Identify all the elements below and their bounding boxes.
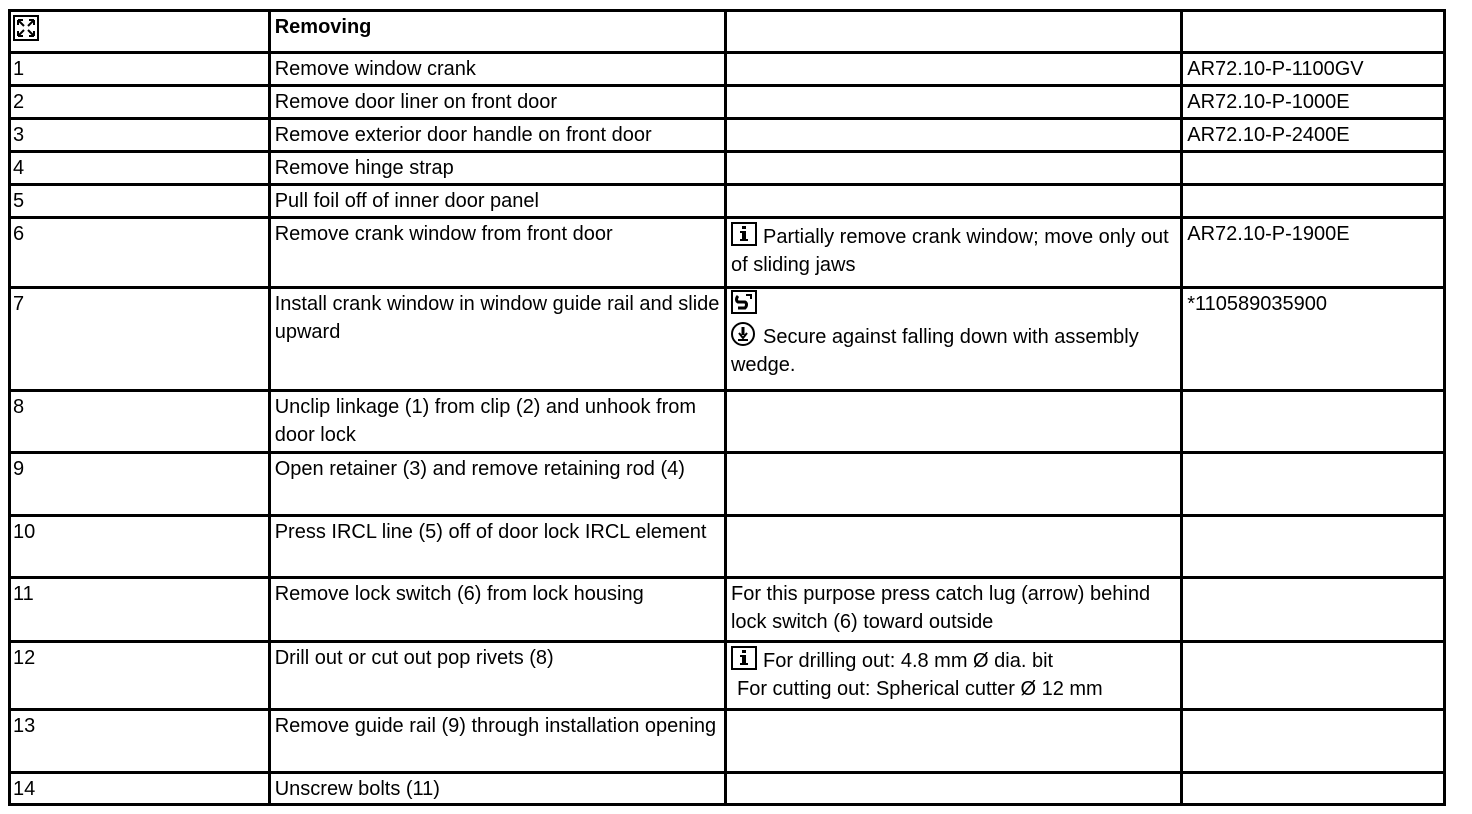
table-row — [10, 218, 1445, 288]
step-action: Remove crank window from front door — [269, 218, 725, 288]
step-number: 3 — [10, 119, 270, 152]
step-action: Open retainer (3) and remove retaining rod (4) — [269, 453, 725, 516]
step-number: 10 — [10, 516, 270, 578]
step-number: 6 — [10, 218, 270, 288]
step-note — [725, 86, 1181, 119]
step-reference-link[interactable]: *110589035900 — [1182, 288, 1445, 391]
info-icon — [731, 646, 757, 670]
step-reference — [1182, 453, 1445, 516]
header-note-cell — [725, 11, 1181, 53]
step-reference — [1182, 185, 1445, 218]
step-number: 12 — [10, 642, 270, 710]
step-note: Secure against falling down with assembly wedge. — [730, 326, 1139, 376]
step-note — [725, 710, 1181, 773]
step-action: Pull foil off of inner door panel — [269, 185, 725, 218]
step-reference — [1182, 516, 1445, 578]
step-reference — [1182, 391, 1445, 453]
step-note — [725, 185, 1181, 218]
step-note: Partially remove crank window; move only out of sliding jaws — [730, 226, 1169, 276]
step-number: 1 — [10, 53, 270, 86]
table-row — [10, 185, 1445, 218]
table-row — [10, 453, 1445, 516]
table-row — [10, 516, 1445, 578]
table-row — [10, 119, 1445, 152]
step-action: Unclip linkage (1) from clip (2) and unhook from door lock — [269, 391, 725, 453]
step-action: Remove door liner on front door — [269, 86, 725, 119]
table-row — [10, 86, 1445, 119]
step-note — [725, 516, 1181, 578]
step-note — [725, 53, 1181, 86]
step-reference — [1182, 642, 1445, 710]
step-note-cell — [725, 218, 1181, 288]
step-note — [725, 152, 1181, 185]
table-row — [10, 642, 1445, 710]
table-row — [10, 288, 1445, 391]
caution-icon — [731, 322, 755, 346]
step-number: 14 — [10, 773, 270, 805]
step-number: 5 — [10, 185, 270, 218]
step-action: Remove guide rail (9) through installation opening — [269, 710, 725, 773]
step-note-line: For drilling out: 4.8 mm Ø dia. bit — [762, 650, 1054, 672]
step-note — [725, 453, 1181, 516]
step-note — [725, 119, 1181, 152]
step-note-line: For cutting out: Spherical cutter Ø 12 mm — [736, 678, 1103, 700]
step-reference — [1182, 578, 1445, 642]
step-number: 8 — [10, 391, 270, 453]
step-note — [725, 391, 1181, 453]
table-row — [10, 152, 1445, 185]
step-reference — [1182, 152, 1445, 185]
table-row — [10, 391, 1445, 453]
step-number: 2 — [10, 86, 270, 119]
step-note-cell — [725, 288, 1181, 391]
expand-icon[interactable] — [13, 15, 39, 41]
table-row — [10, 578, 1445, 642]
header-title-cell — [269, 11, 725, 53]
step-reference-link[interactable]: AR72.10-P-2400E — [1182, 119, 1445, 152]
header-ref-cell — [1182, 11, 1445, 53]
step-reference-link[interactable]: AR72.10-P-1900E — [1182, 218, 1445, 288]
step-action: Drill out or cut out pop rivets (8) — [269, 642, 725, 710]
step-number: 4 — [10, 152, 270, 185]
step-action: Press IRCL line (5) off of door lock IRCL element — [269, 516, 725, 578]
table-row — [10, 773, 1445, 805]
step-number: 7 — [10, 288, 270, 391]
step-note — [725, 773, 1181, 805]
step-action: Install crank window in window guide rail and slide upward — [269, 288, 725, 391]
table-row — [10, 710, 1445, 773]
step-action: Unscrew bolts (11) — [269, 773, 725, 805]
table-row — [10, 53, 1445, 86]
step-number: 13 — [10, 710, 270, 773]
step-note-cell — [725, 642, 1181, 710]
step-action: Remove exterior door handle on front door — [269, 119, 725, 152]
step-number: 11 — [10, 578, 270, 642]
header-icon-cell — [10, 11, 270, 53]
procedure-table — [8, 9, 1446, 806]
section-title: Removing — [274, 16, 372, 38]
step-reference — [1182, 710, 1445, 773]
step-note: For this purpose press catch lug (arrow) behind lock switch (6) toward outside — [725, 578, 1181, 642]
info-icon — [731, 222, 757, 246]
step-action: Remove hinge strap — [269, 152, 725, 185]
step-action: Remove window crank — [269, 53, 725, 86]
step-reference-link[interactable]: AR72.10-P-1000E — [1182, 86, 1445, 119]
step-number: 9 — [10, 453, 270, 516]
table-header-row — [10, 11, 1445, 53]
step-action: Remove lock switch (6) from lock housing — [269, 578, 725, 642]
step-reference — [1182, 773, 1445, 805]
step-reference-link[interactable]: AR72.10-P-1100GV — [1182, 53, 1445, 86]
tool-icon — [731, 290, 757, 314]
